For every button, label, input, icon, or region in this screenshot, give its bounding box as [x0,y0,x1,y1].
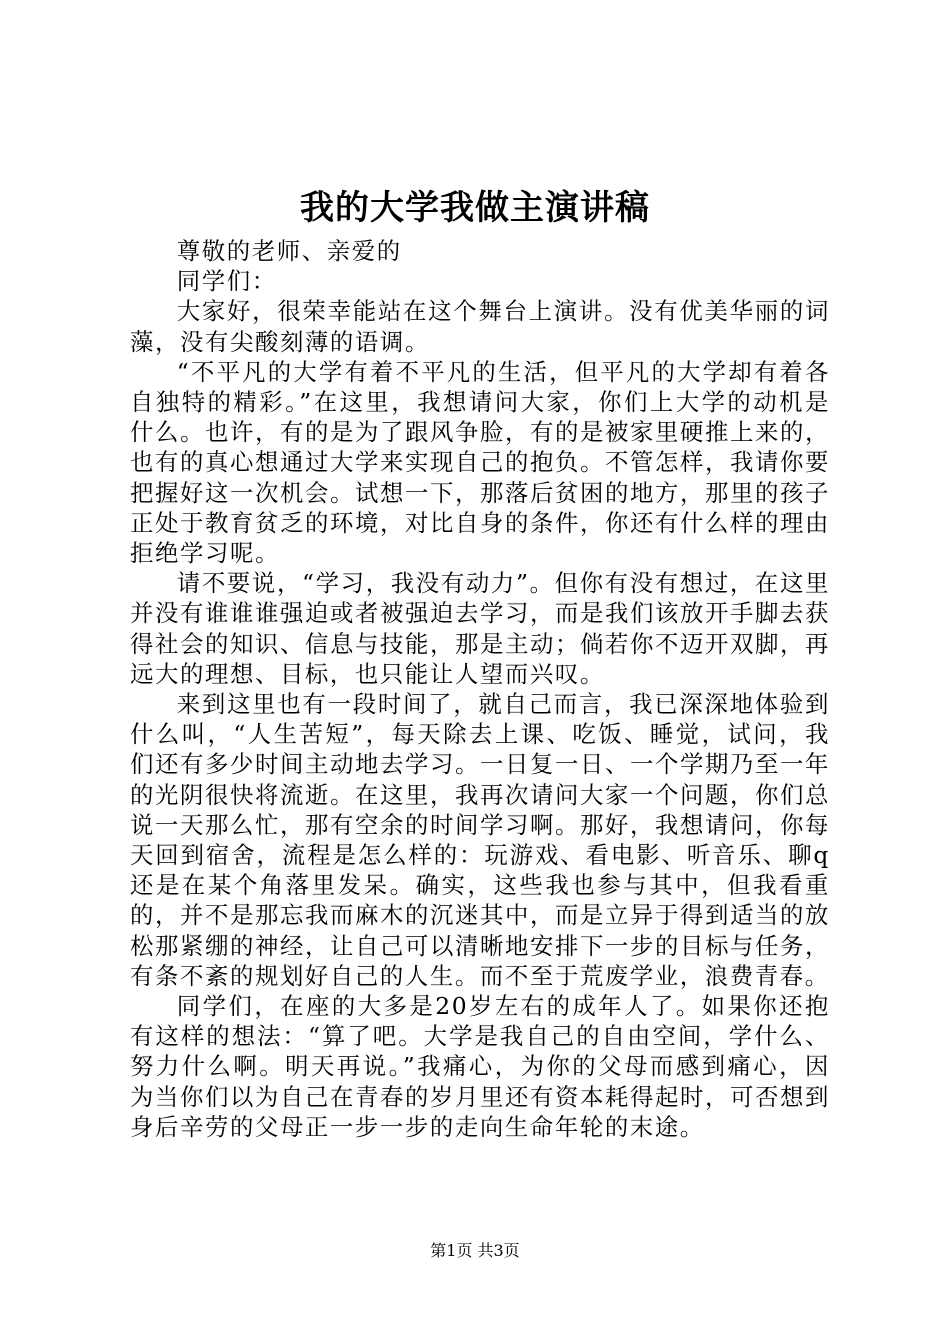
document-body [130,236,830,1142]
paragraph: “不平凡的大学有着不平凡的生活，但平凡的大学却有着各自独特的精彩。”在这里，我想请问大家，你们上大学的动机是什么。也许，有的是为了跟风争脸，有的是被家里硬推上来的，也有的真心想通过大学来实现自己的抱负。不管怎样，我请你要把握好这一次机会。试想一下，那落后贫困的地方，那里的孩子正处于教育贫乏的环境，对比自身的条件，你还有什么样的理由拒绝学习呢。 [130,357,830,568]
page-footer: 第1页 共3页 [430,1241,520,1260]
salutation-line-2: 同学们： [176,267,277,296]
paragraph: 大家好，很荣幸能站在这个舞台上演讲。没有优美华丽的词藻，没有尖酸刻薄的语调。 [130,297,830,356]
document-title: 我的大学我做主演讲稿 [300,188,650,228]
paragraph: 请不要说，“学习，我没有动力”。但你有没有想过，在这里并没有谁谁谁强迫或者被强迫去学习，而是我们该放开手脚去获得社会的知识、信息与技能，那是主动；倘若你不迈开双脚，再远大的理想、目标，也只能让人望而兴叹。 [130,569,830,688]
paragraph: 来到这里也有一段时间了，就自己而言，我已深深地体验到什么叫，“人生苦短”，每天除去上课、吃饭、睡觉，试问，我们还有多少时间主动地去学习。一日复一日、一个学期乃至一年的光阴很快将流逝。在这里，我再次请问大家一个问题，你们总说一天那么忙，那有空余的时间学习啊。那好，我想请问，你每天回到宿舍，流程是怎么样的：玩游戏、看电影、听音乐、聊q还是在某个角落里发呆。确实，这些我也参与其中，但我看重的，并不是那忘我而麻木的沉迷其中，而是立异于得到适当的放松那紧绷的神经，让自己可以清晰地安排下一步的目标与任务，有条不紊的规划好自己的人生。而不至于荒废学业，浪费青春。 [130,690,830,990]
paragraph: 同学们，在座的大多是20岁左右的成年人了。如果你还抱有这样的想法：“算了吧。大学是我自己的自由空间，学什么、努力什么啊。明天再说。”我痛心，为你的父母而感到痛心，因为当你们以为自己在青春的岁月里还有资本耗得起时，可否想到身后辛劳的父母正一步一步的走向生命年轮的末途。 [130,992,830,1141]
salutation-line-1: 尊敬的老师、亲爱的 [176,237,402,265]
